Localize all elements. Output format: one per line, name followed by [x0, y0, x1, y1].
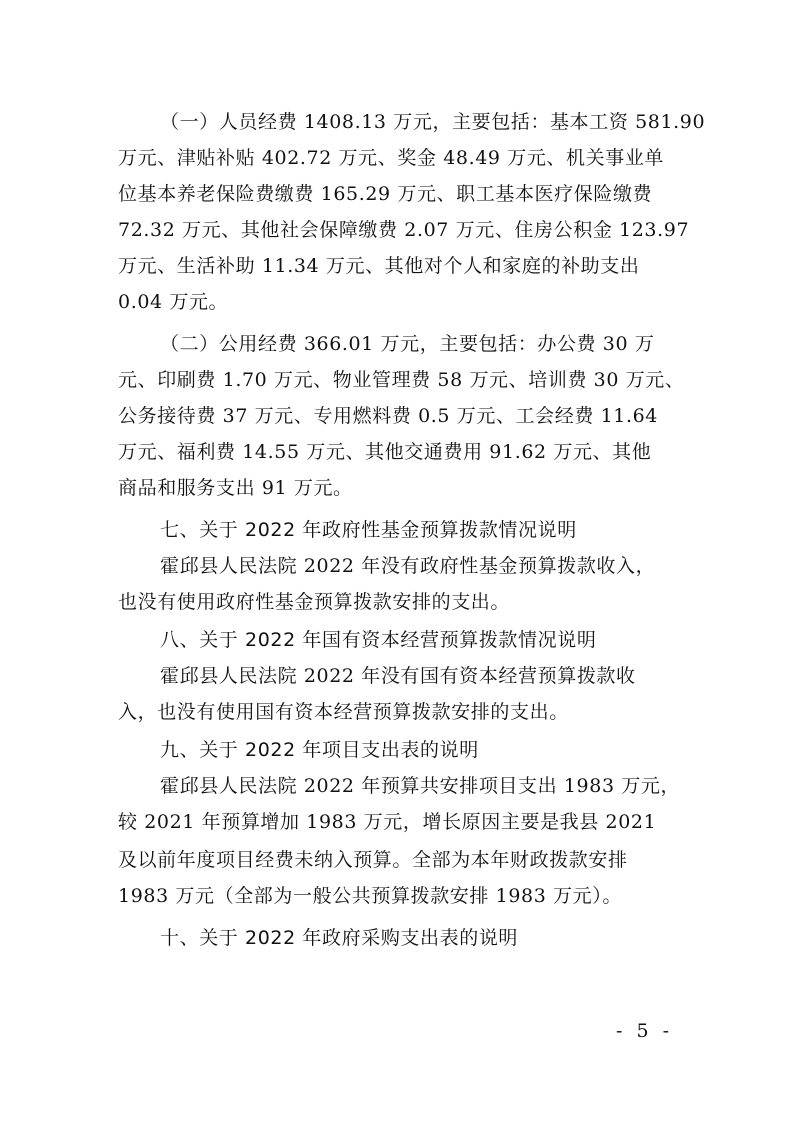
section-9-heading: 九、关于 2022 年项目支出表的说明	[160, 739, 479, 761]
public-use-line-1: （二）公用经费 366.01 万元，主要包括：办公费 30 万	[160, 333, 655, 355]
section-7-heading: 七、关于 2022 年政府性基金预算拨款情况说明	[160, 519, 577, 541]
personnel-line-1: （一）人员经费 1408.13 万元，主要包括：基本工资 581.90	[160, 111, 706, 133]
section-9-line-1: 霍邱县人民法院 2022 年预算共安排项目支出 1983 万元，	[160, 775, 681, 797]
personnel-line-6: 0.04 万元。	[118, 291, 229, 313]
public-use-line-4: 万元、福利费 14.55 万元、其他交通费用 91.62 万元、其他	[118, 441, 652, 463]
personnel-line-5: 万元、生活补助 11.34 万元、其他对个人和家庭的补助支出	[118, 255, 640, 277]
section-7-line-2: 也没有使用政府性基金预算拨款安排的支出。	[118, 591, 511, 613]
section-9-line-4: 1983 万元（全部为一般公共预算拨款安排 1983 万元）。	[118, 885, 622, 907]
personnel-line-4: 72.32 万元、其他社会保障缴费 2.07 万元、住房公积金 123.97	[118, 219, 690, 241]
public-use-line-3: 公务接待费 37 万元、专用燃料费 0.5 万元、工会经费 11.64	[118, 405, 658, 427]
page-number: - 5 -	[616, 1020, 674, 1042]
personnel-line-2: 万元、津贴补贴 402.72 万元、奖金 48.49 万元、机关事业单	[118, 147, 665, 169]
section-10-heading: 十、关于 2022 年政府采购支出表的说明	[160, 927, 519, 949]
section-8-heading: 八、关于 2022 年国有资本经营预算拨款情况说明	[160, 629, 597, 651]
personnel-line-3: 位基本养老保险费缴费 165.29 万元、职工基本医疗保险缴费	[118, 183, 653, 205]
section-9-line-3: 及以前年度项目经费未纳入预算。全部为本年财政拨款安排	[118, 849, 628, 871]
section-8-line-1: 霍邱县人民法院 2022 年没有国有资本经营预算拨款收	[160, 665, 636, 687]
public-use-line-5: 商品和服务支出 91 万元。	[118, 477, 353, 499]
section-9-line-2: 较 2021 年预算增加 1983 万元，增长原因主要是我县 2021	[118, 811, 657, 833]
section-7-line-1: 霍邱县人民法院 2022 年没有政府性基金预算拨款收入，	[160, 555, 656, 577]
public-use-line-2: 元、印刷费 1.70 万元、物业管理费 58 万元、培训费 30 万元、	[118, 369, 685, 391]
section-8-line-2: 入，也没有使用国有资本经营预算拨款安排的支出。	[118, 701, 569, 723]
